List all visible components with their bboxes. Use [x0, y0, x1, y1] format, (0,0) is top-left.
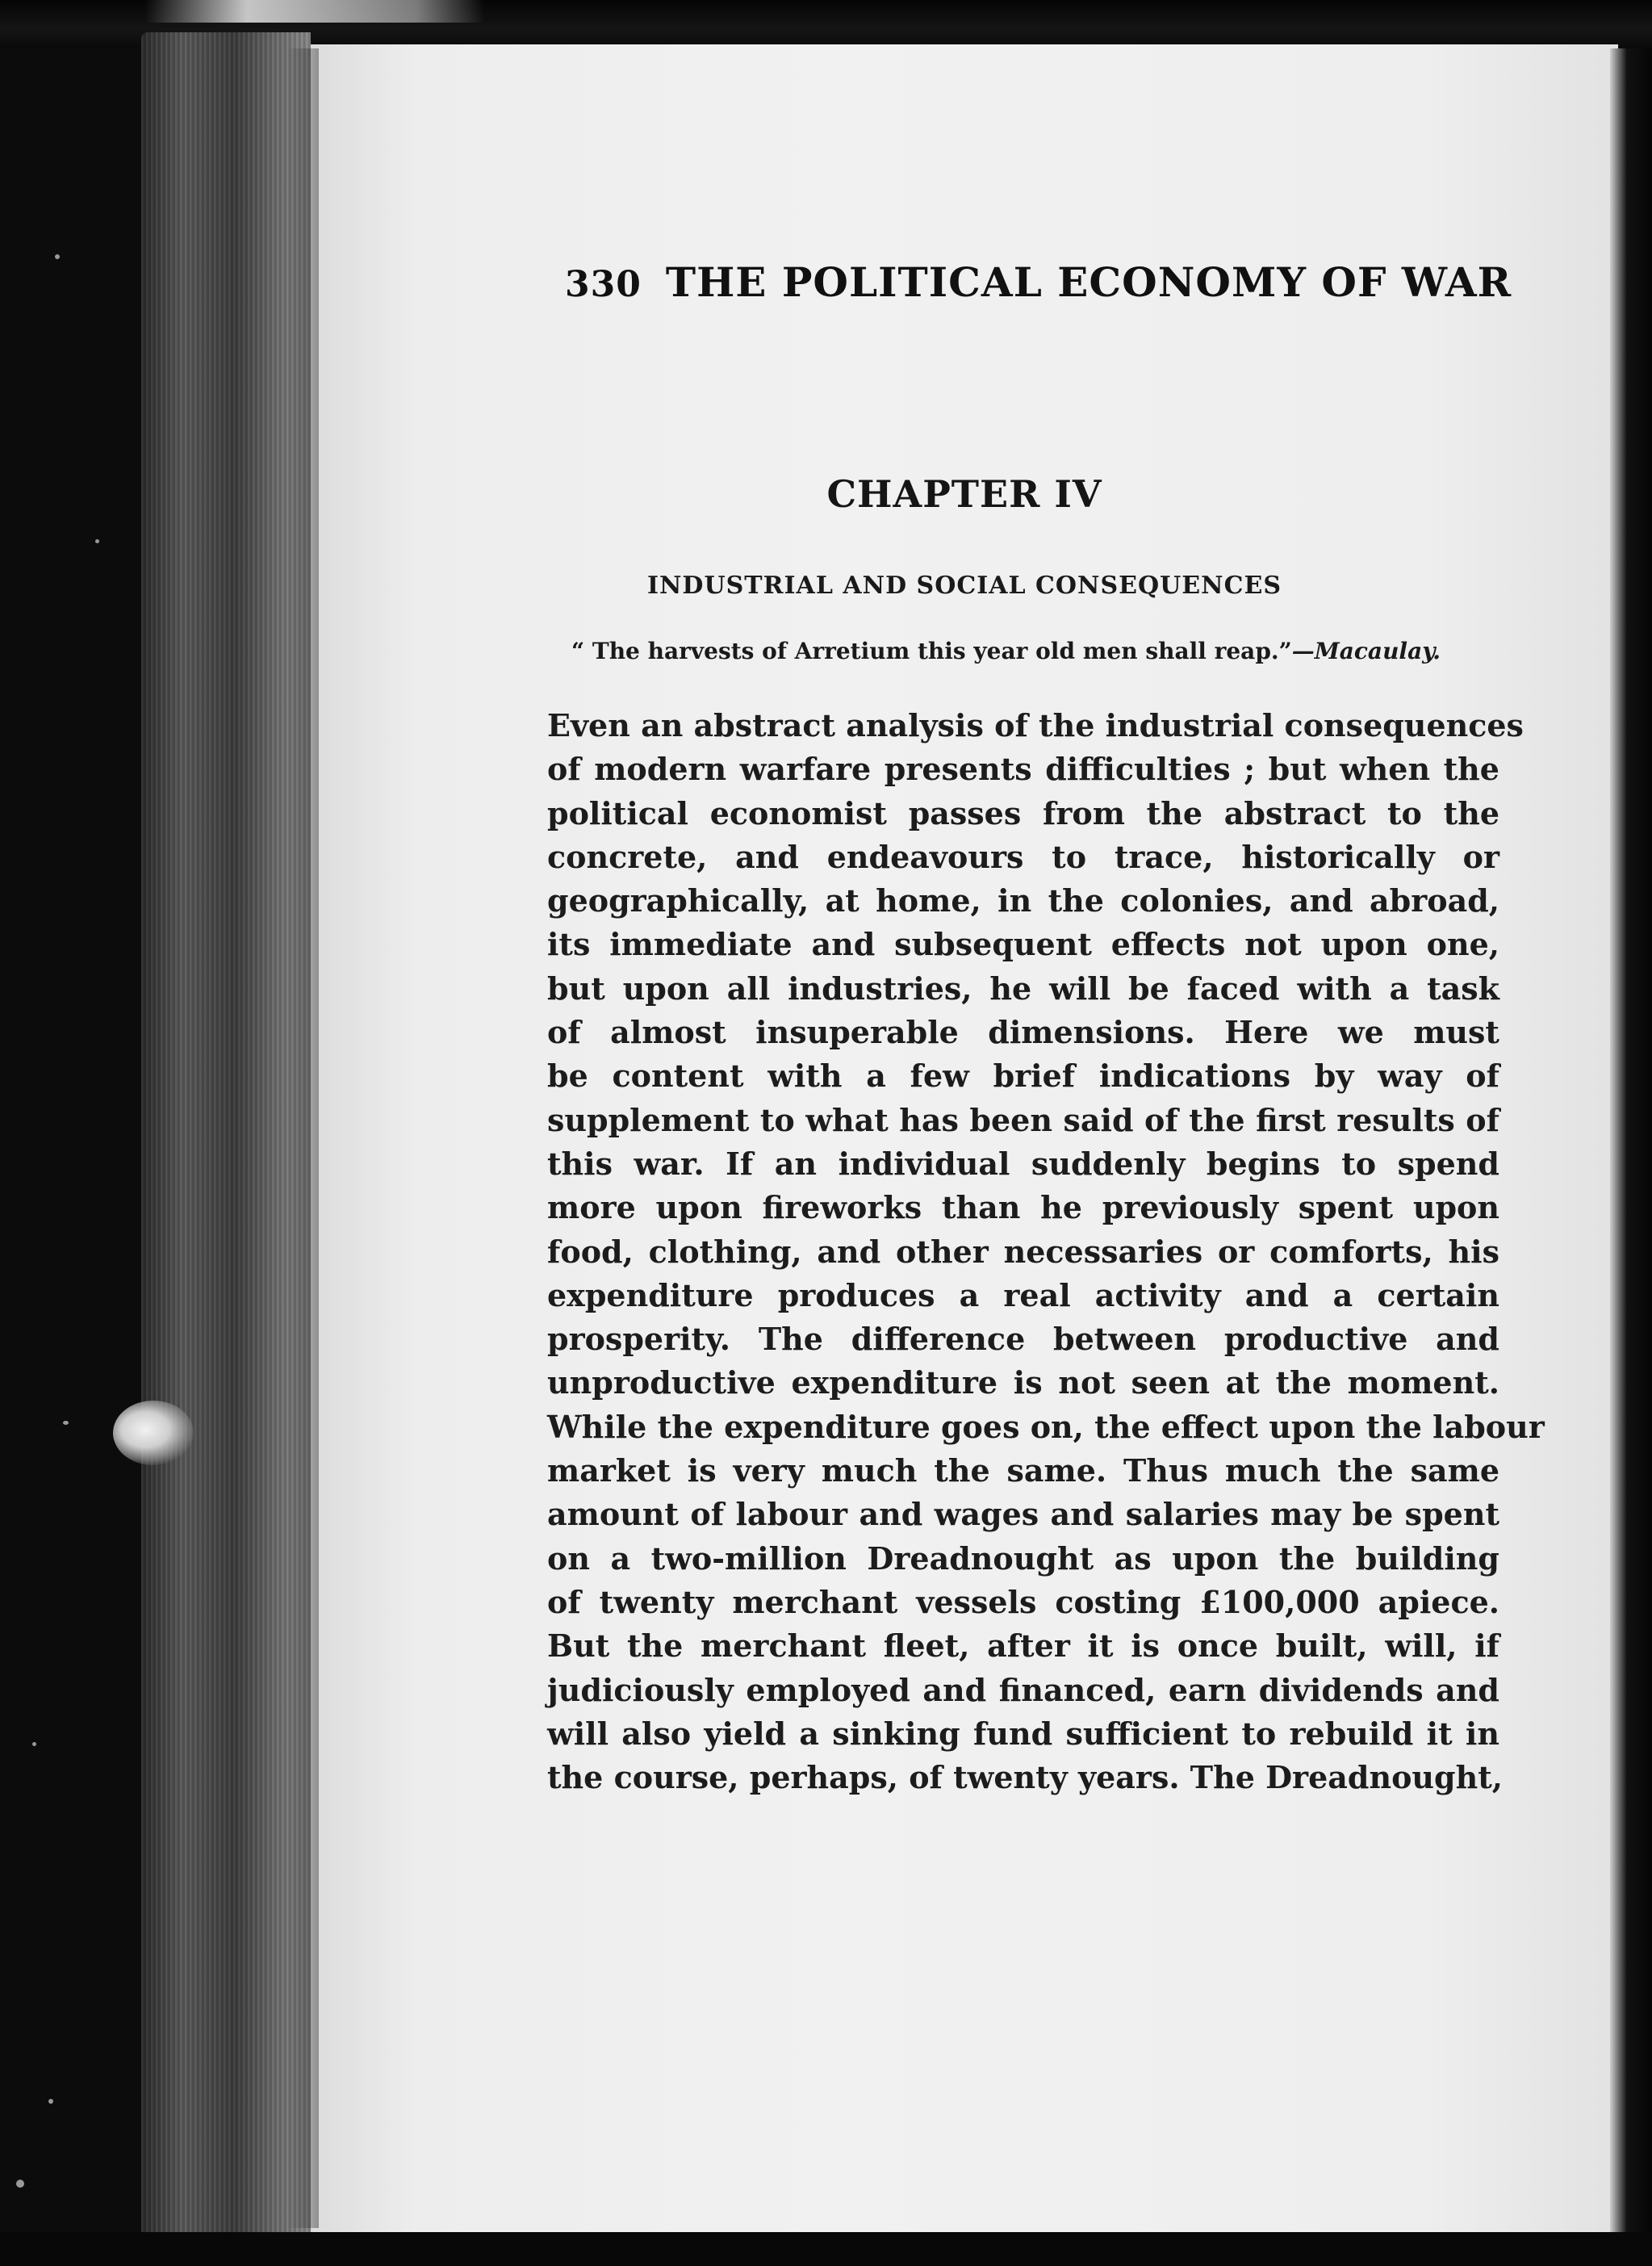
running-head — [565, 258, 1512, 306]
running-head-title: THE POLITICAL ECONOMY OF WAR — [665, 258, 1512, 306]
epigraph-attribution: —Macaulay. — [1291, 638, 1441, 664]
chapter-subtitle: INDUSTRIAL AND SOCIAL CONSEQUENCES — [646, 572, 1282, 600]
text-line: concrete, and endeavours to trace, historically or — [547, 838, 1499, 875]
text-line: market is very much the same. Thus much the same — [547, 1452, 1499, 1489]
text-line: expenditure produces a real activity and a certain — [547, 1276, 1499, 1313]
text-line: of twenty merchant vessels costing £100,000 apiece. — [547, 1583, 1499, 1620]
text-line: of almost insuperable dimensions. Here we must — [547, 1014, 1499, 1051]
epigraph — [571, 638, 1499, 664]
text-line: this war. If an individual suddenly begins to spend — [547, 1145, 1499, 1182]
text-line: be content with a few brief indications by way of — [547, 1058, 1499, 1095]
scan-speck — [63, 1421, 69, 1425]
text-line: prosperity. The difference between productive and — [547, 1321, 1499, 1358]
text-line: its immediate and subsequent effects not upon one, — [547, 926, 1499, 963]
scan-speck — [55, 254, 60, 259]
gutter-shadow — [286, 48, 319, 2228]
bottom-scan-border — [0, 2232, 1652, 2266]
text-line: amount of labour and wages and salaries may be spent — [547, 1496, 1499, 1533]
scan-speck — [16, 2180, 24, 2188]
text-line: but upon all industries, he will be faced with a task — [547, 970, 1499, 1007]
right-page-edge — [1610, 48, 1652, 2266]
text-line: food, clothing, and other necessaries or comforts, his — [547, 1233, 1499, 1270]
text-line: Even an abstract analysis of the industrial consequences — [547, 707, 1524, 743]
text-line: will also yield a sinking fund sufficient to rebuild it in — [547, 1715, 1499, 1752]
text-line: more upon fireworks than he previously spent upon — [547, 1189, 1499, 1226]
text-line: While the expenditure goes on, the effect upon the labour — [547, 1408, 1545, 1445]
epigraph-quote: “ The harvests of Arretium this year old men shall reap.” — [571, 638, 1292, 664]
text-line: But the merchant fleet, after it is once built, will, if — [547, 1627, 1499, 1665]
scan-speck — [95, 539, 99, 543]
text-line: supplement to what has been said of the first results of — [547, 1101, 1499, 1138]
text-line: judiciously employed and financed, earn dividends and — [547, 1671, 1499, 1708]
scan-artifact — [113, 1401, 194, 1465]
scan-light-streak — [145, 0, 484, 23]
chapter-title: CHAPTER IV — [826, 472, 1102, 516]
text-line: of modern warfare presents difficulties ; but when the — [547, 751, 1499, 788]
text-line: the course, perhaps, of twenty years. The Dreadnought, — [547, 1759, 1504, 1796]
page-number: 330 — [565, 264, 642, 305]
book-spine — [141, 32, 311, 2244]
scan-speck — [32, 1742, 36, 1746]
text-line: geographically, at home, in the colonies, and abroad, — [547, 882, 1499, 919]
text-line: political economist passes from the abstract to the — [547, 794, 1499, 831]
scan-speck — [48, 2099, 53, 2104]
body-paragraph — [547, 704, 1545, 1799]
text-line: on a two-million Dreadnought as upon the building — [547, 1539, 1499, 1577]
text-line: unproductive expenditure is not seen at the moment. — [547, 1364, 1499, 1401]
